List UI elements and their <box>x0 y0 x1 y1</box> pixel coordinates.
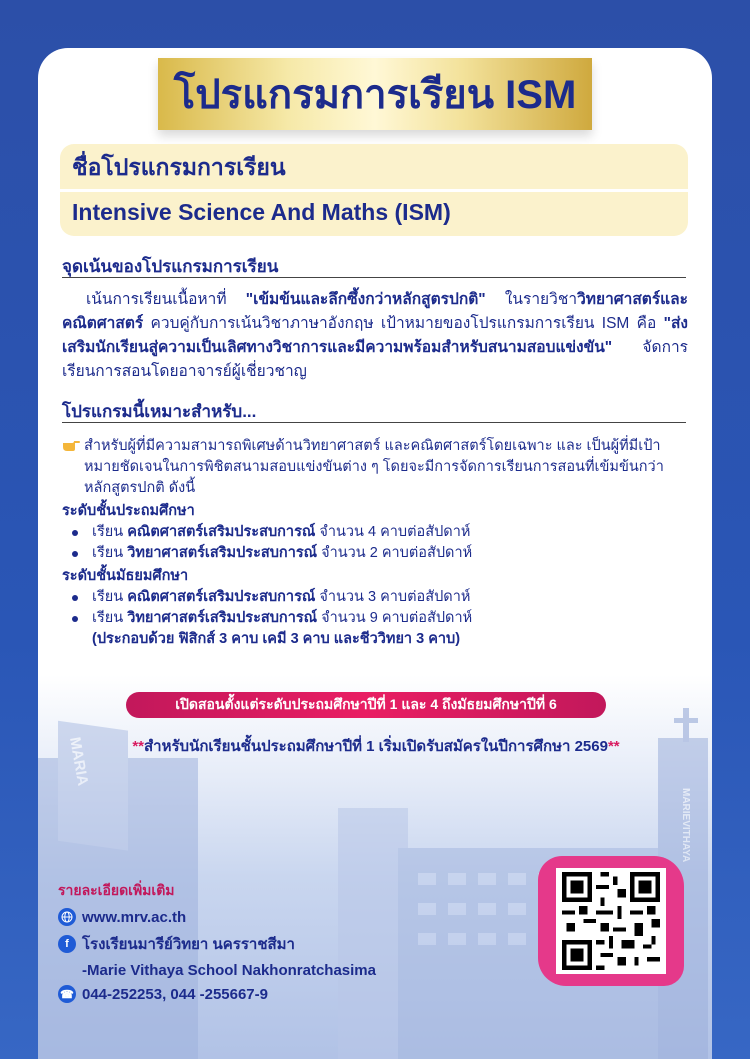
contact-block <box>58 880 376 1009</box>
phone-icon: ☎ <box>58 985 76 1003</box>
item-prefix: เรียน <box>92 545 128 561</box>
suitable-section <box>62 436 690 650</box>
item-subject: คณิตศาสตร์เสริมประสบการณ์ <box>127 589 316 605</box>
suitable-heading: โปรแกรมนี้เหมาะสำหรับ... <box>62 402 257 421</box>
phone-number: 044-252253, 044 -255667-9 <box>82 985 268 1003</box>
suitable-intro <box>62 436 690 499</box>
poster-card <box>38 48 712 1059</box>
suitable-divider <box>62 422 686 423</box>
list-item <box>62 608 690 629</box>
facebook-row[interactable] <box>58 932 376 956</box>
list-item <box>62 522 690 543</box>
item-detail: จำนวน 9 คาบต่อสัปดาห์ <box>317 610 473 626</box>
qr-code[interactable] <box>556 868 666 974</box>
focus-divider <box>62 277 686 278</box>
more-info-label: รายละเอียดเพิ่มเติม <box>58 882 175 898</box>
website-row[interactable] <box>58 908 376 926</box>
primary-level-label: ระดับชั้นประถมศึกษา <box>62 503 195 519</box>
marievithaya-sign: MARIEVITHAYA <box>680 788 691 863</box>
focus-heading: จุดเน้นของโปรแกรมการเรียน <box>62 257 279 276</box>
program-name: Intensive Science And Maths (ISM) <box>72 199 451 225</box>
page-title: โปรแกรมการเรียน ISM <box>173 73 577 117</box>
focus-paragraph <box>62 288 688 384</box>
bullet-icon <box>72 551 78 557</box>
item-detail: จำนวน 4 คาบต่อสัปดาห์ <box>315 524 471 540</box>
admission-notice <box>64 734 688 758</box>
program-divider <box>60 189 688 192</box>
globe-icon <box>58 908 76 926</box>
maria-sign: MARIA <box>66 735 92 788</box>
bullet-icon <box>72 595 78 601</box>
item-prefix: เรียน <box>92 524 128 540</box>
focus-text-4: จัดการเรียนการสอนโดยอาจารย์ผู้เชี่ยวชาญ <box>62 339 688 380</box>
program-name-box <box>60 144 688 236</box>
list-item <box>62 543 690 564</box>
item-detail: จำนวน 2 คาบต่อสัปดาห์ <box>317 545 473 561</box>
focus-text-2: ในรายวิชา <box>485 291 578 308</box>
website-link[interactable]: www.mrv.ac.th <box>82 908 187 926</box>
notice-text: สำหรับนักเรียนชั้นประถมศึกษาปีที่ 1 เริ่มเปิดรับสมัครในปีการศึกษา 2569 <box>144 738 608 755</box>
item-prefix: เรียน <box>92 610 128 626</box>
list-item <box>62 587 690 608</box>
focus-bold-2: วิทยาศาสตร์และคณิตศาสตร์ <box>62 291 688 332</box>
facebook-name-en: -Marie Vithaya School Nakhonratchasima <box>82 962 376 979</box>
focus-text-1: เน้นการเรียนเนื้อหาที่ <box>86 291 246 308</box>
hand-pointing-icon <box>62 436 80 459</box>
item-detail: จำนวน 3 คาบต่อสัปดาห์ <box>315 589 471 605</box>
bullet-icon <box>72 530 78 536</box>
notice-stars-left: ** <box>132 738 145 755</box>
item-subject: วิทยาศาสตร์เสริมประสบการณ์ <box>127 610 318 626</box>
qr-code-frame <box>538 856 684 986</box>
primary-list <box>62 522 690 564</box>
open-levels-text: เปิดสอนตั้งแต่ระดับประถมศึกษาปีที่ 1 และ 4 ถึงมัธยมศึกษาปีที่ 6 <box>175 696 557 712</box>
facebook-name-th[interactable]: โรงเรียนมารีย์วิทยา นครราชสีมา <box>82 936 295 953</box>
focus-text-3: ควบคู่กับการเน้นวิชาภาษาอังกฤษ เป้าหมายของโปรแกรมการเรียน ISM คือ <box>143 315 664 332</box>
phone-row <box>58 985 376 1003</box>
bullet-icon <box>72 616 78 622</box>
facebook-name-en-row <box>58 962 376 979</box>
title-banner <box>158 58 592 130</box>
notice-stars-right: ** <box>607 738 620 755</box>
program-label: ชื่อโปรแกรมการเรียน <box>72 154 286 180</box>
facebook-icon: f <box>58 935 76 953</box>
focus-bold-3: "ส่งเสริมนักเรียนสู่ความเป็นเลิศทางวิชาการและมีความพร้อมสำหรับสนามสอบแข่งขัน" <box>62 315 688 356</box>
item-subject: คณิตศาสตร์เสริมประสบการณ์ <box>127 524 316 540</box>
focus-bold-1: "เข้มข้นและลึกซึ้งกว่าหลักสูตรปกติ" <box>245 291 486 308</box>
suitable-intro-text: สำหรับผู้ที่มีความสามารถพิเศษด้านวิทยาศาสตร์ และคณิตศาสตร์โดยเฉพาะ และ เป็นผู้ที่มีเป้าหมายชัดเจนในการพิชิตสนามสอบแข่งขันต่าง ๆ โดยจะมีการจัดการเรียนการสอนที่เข้มข้นกว่าหลักสูตรปกติ ดังนี้ <box>84 438 664 496</box>
item-subject: วิทยาศาสตร์เสริมประสบการณ์ <box>127 545 318 561</box>
secondary-level-label: ระดับชั้นมัธยมศึกษา <box>62 568 189 584</box>
science-breakdown-note: (ประกอบด้วย ฟิสิกส์ 3 คาบ เคมี 3 คาบ และชีววิทยา 3 คาบ) <box>92 631 461 647</box>
item-prefix: เรียน <box>92 589 128 605</box>
open-levels-badge <box>126 692 606 718</box>
secondary-list <box>62 587 690 629</box>
